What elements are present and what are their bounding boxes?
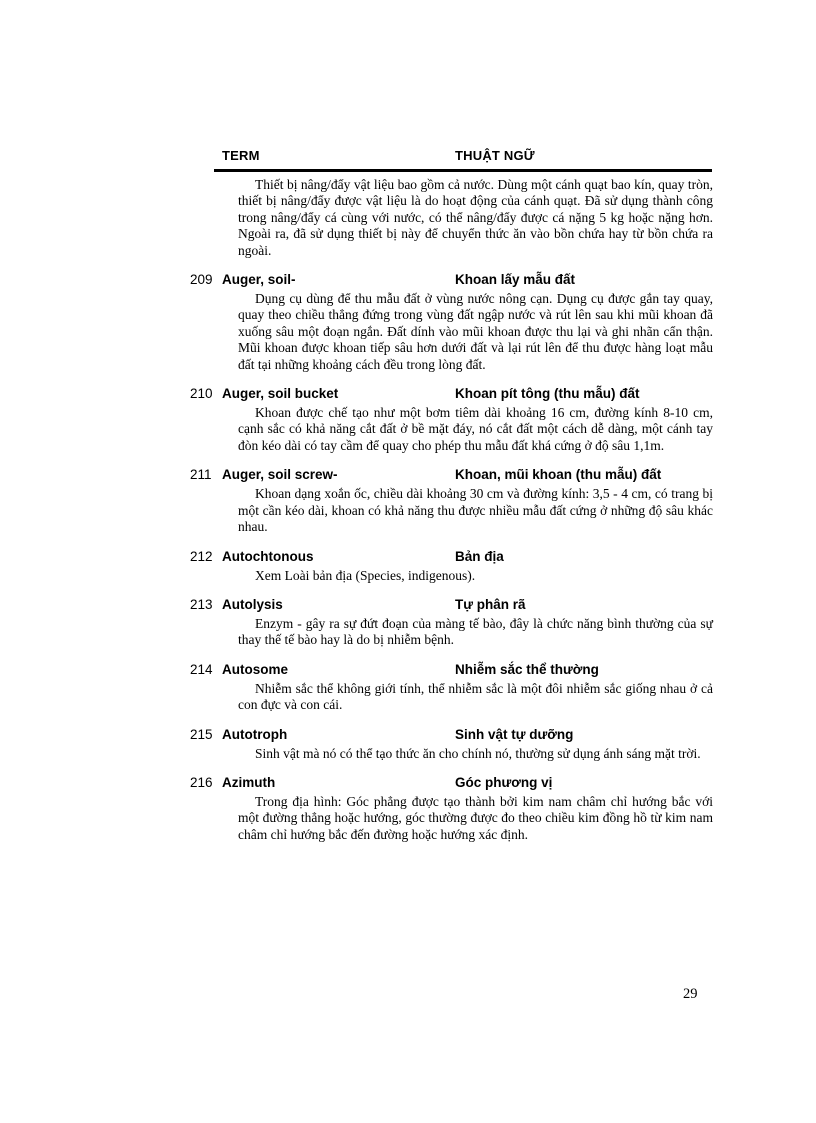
entry-definition: Sinh vật mà nó có thể tạo thức ăn cho chính nó, thường sử dụng ánh sáng mặt trời. xyxy=(255,745,701,761)
entry-definition: Khoan dạng xoắn ốc, chiều dài khoảng 30 cm và đường kính: 3,5 - 4 cm, có trang bị một cần kéo dài, khoan có khả năng thu được nhiều mẫu đất cứng ở những độ sâu khác nhau. xyxy=(238,486,713,535)
entry-translation: Bản địa xyxy=(455,548,504,564)
entry-definition: Trong địa hình: Góc phẳng được tạo thành bởi kim nam châm chỉ hướng bắc với một đường thẳng hoặc hướng, góc thường được đo theo chiều kim đồng hồ từ kim nam châm chỉ hướng bắc đến đường hoặc hướng xác định. xyxy=(238,793,713,842)
entry-number: 215 xyxy=(190,726,213,742)
header-rule xyxy=(214,169,712,172)
entry-header xyxy=(190,272,713,289)
glossary-entry xyxy=(190,272,713,373)
entry-number: 216 xyxy=(190,774,213,790)
glossary-entry xyxy=(190,662,713,714)
entry-term: Azimuth xyxy=(222,774,276,790)
entry-term: Autosome xyxy=(222,661,289,677)
entry-translation: Khoan, mũi khoan (thu mẫu) đất xyxy=(455,467,662,483)
translation-column-header: THUẬT NGỮ xyxy=(455,148,535,163)
entries-list xyxy=(190,272,713,843)
glossary-entry xyxy=(190,549,713,584)
entry-term: Autochtonous xyxy=(222,548,314,564)
entry-header xyxy=(190,549,713,566)
entry-definition: Enzym - gây ra sự đứt đoạn của màng tế bào, đây là chức năng bình thường của sự thay thế tế bào hay là do bị nhiễm bệnh. xyxy=(238,615,713,648)
entry-definition: Dụng cụ dùng để thu mẫu đất ở vùng nước nông cạn. Dụng cụ được gắn tay quay, quay theo chiều thẳng đứng trong vùng đất ngập nước và rút lên sau khi mũi khoan đã xuống sâu một đoạn ngắn. Đất dính vào mũi khoan được thu lại và ghi nhãn cẩn thận. Mũi khoan được khoan tiếp sâu hơn dưới đất và lại rút lên để thu được hàng loạt mẫu đất tại những khoảng cách đều trong lòng đất. xyxy=(238,291,713,372)
entry-header xyxy=(190,467,713,484)
entry-translation: Nhiễm sắc thể thường xyxy=(455,661,599,677)
entry-term: Autolysis xyxy=(222,596,283,612)
page-content xyxy=(190,148,713,843)
entry-header xyxy=(190,386,713,403)
entry-number: 211 xyxy=(190,467,212,483)
page-number: 29 xyxy=(683,986,698,1002)
entry-translation: Góc phương vị xyxy=(455,774,553,790)
entry-definition: Khoan được chế tạo như một bơm tiêm dài khoảng 16 cm, đường kính 8-10 cm, cạnh sắc có khả năng cắt đất ở bề mặt đáy, nó cắt đất một cách dễ dàng, một cánh tay đòn kéo dài có tay cầm để quay cho phép thu mẫu đất khá cứng ở độ sâu 1,1m. xyxy=(238,405,713,453)
entry-translation: Tự phân rã xyxy=(455,596,526,612)
entry-translation: Khoan pít tông (thu mẫu) đất xyxy=(455,386,640,402)
glossary-entry xyxy=(190,386,713,454)
table-header xyxy=(190,148,713,165)
entry-number: 212 xyxy=(190,548,213,564)
term-column-header: TERM xyxy=(222,148,260,163)
entry-term: Autotroph xyxy=(222,726,288,742)
entry-header xyxy=(190,662,713,679)
entry-header xyxy=(190,775,713,792)
entry-definition: Nhiễm sắc thể không giới tính, thể nhiễm sắc là một đôi nhiễm sắc giống nhau ở cả con đực và con cái. xyxy=(238,680,713,713)
glossary-entry xyxy=(190,597,713,649)
entry-number: 209 xyxy=(190,272,213,288)
entry-header xyxy=(190,597,713,614)
entry-header xyxy=(190,727,713,744)
entry-translation: Khoan lấy mẫu đất xyxy=(455,272,576,288)
continuation-paragraph: Thiết bị nâng/đẩy vật liệu bao gồm cả nước. Dùng một cánh quạt bao kín, quay tròn, thiết bị nâng/đẩy được vật liệu là do hoạt động của cánh quạt. Đã sử dụng thành công trong nâng/đẩy cá cùng với nước, có thể nâng/đẩy được cá nặng 5 kg hoặc nặng hơn. Ngoài ra, đã sử dụng thiết bị này để chuyển thức ăn vào bồn chứa hay từ bồn chứa ra ngoài. xyxy=(238,177,713,258)
entry-term: Auger, soil- xyxy=(222,272,296,288)
entry-number: 210 xyxy=(190,386,213,402)
glossary-entry xyxy=(190,775,713,843)
entry-number: 213 xyxy=(190,596,213,612)
glossary-entry xyxy=(190,727,713,762)
entry-number: 214 xyxy=(190,661,213,677)
entry-translation: Sinh vật tự dưỡng xyxy=(455,726,574,742)
entry-term: Auger, soil screw- xyxy=(222,467,338,483)
entry-term: Auger, soil bucket xyxy=(222,386,339,402)
glossary-entry xyxy=(190,467,713,535)
entry-definition: Xem Loài bản địa (Species, indigenous). xyxy=(255,567,476,583)
